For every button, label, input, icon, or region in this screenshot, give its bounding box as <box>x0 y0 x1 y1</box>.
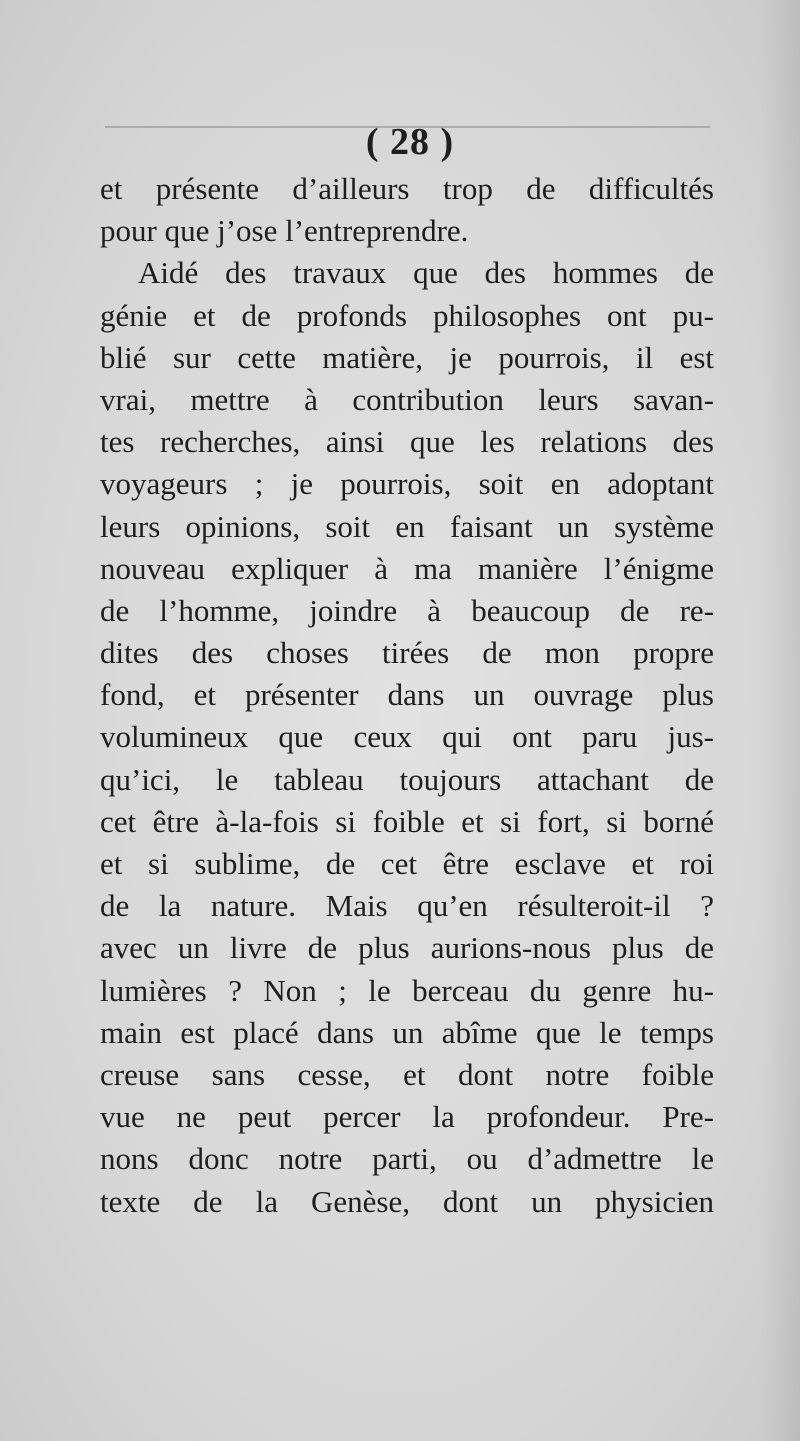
page-edge-shadow <box>760 0 800 1441</box>
text-line: pour que j’ose l’entreprendre. <box>100 213 469 249</box>
text-line: creuse sans cesse, et dont notre foible <box>100 1056 714 1092</box>
text-line: voyageurs ; je pourrois, soit en adoptant <box>100 466 714 502</box>
text-line: main est placé dans un abîme que le temps <box>100 1014 714 1050</box>
text-line: leurs opinions, soit en faisant un système <box>100 508 714 544</box>
text-line: génie et de profonds philosophes ont pu- <box>100 297 714 333</box>
text-line: volumineux que ceux qui ont paru jus- <box>100 719 714 755</box>
text-line: lumières ? Non ; le berceau du genre hu- <box>100 972 714 1008</box>
text-line: de la nature. Mais qu’en résulteroit-il ? <box>100 888 714 924</box>
text-line: blié sur cette matière, je pourrois, il est <box>100 339 714 375</box>
text-line: nons donc notre parti, ou d’admettre le <box>100 1141 714 1177</box>
body-text <box>100 168 714 1223</box>
text-line: avec un livre de plus aurions-nous plus de <box>100 930 714 966</box>
paragraph-first-line: Aidé des travaux que des hommes de <box>138 255 714 291</box>
text-line: texte de la Genèse, dont un physicien <box>100 1183 714 1219</box>
text-line: nouveau expliquer à ma manière l’énigme <box>100 550 714 586</box>
text-line: tes recherches, ainsi que les relations des <box>100 424 714 460</box>
text-line: vrai, mettre à contribution leurs savan- <box>100 381 714 417</box>
text-line: vue ne peut percer la profondeur. Pre- <box>100 1099 714 1135</box>
text-line: et si sublime, de cet être esclave et roi <box>100 846 714 881</box>
text-line: dites des choses tirées de mon propre <box>100 635 714 671</box>
text-line: fond, et présenter dans un ouvrage plus <box>100 677 714 713</box>
text-line: et présente d’ailleurs trop de difficultés <box>100 171 714 206</box>
text-line: cet être à-la-fois si foible et si fort, si borné <box>100 803 714 839</box>
text-line: qu’ici, le tableau toujours attachant de <box>100 761 714 797</box>
page-number: ( 28 ) <box>365 121 455 163</box>
text-line: de l’homme, joindre à beaucoup de re- <box>100 592 714 628</box>
